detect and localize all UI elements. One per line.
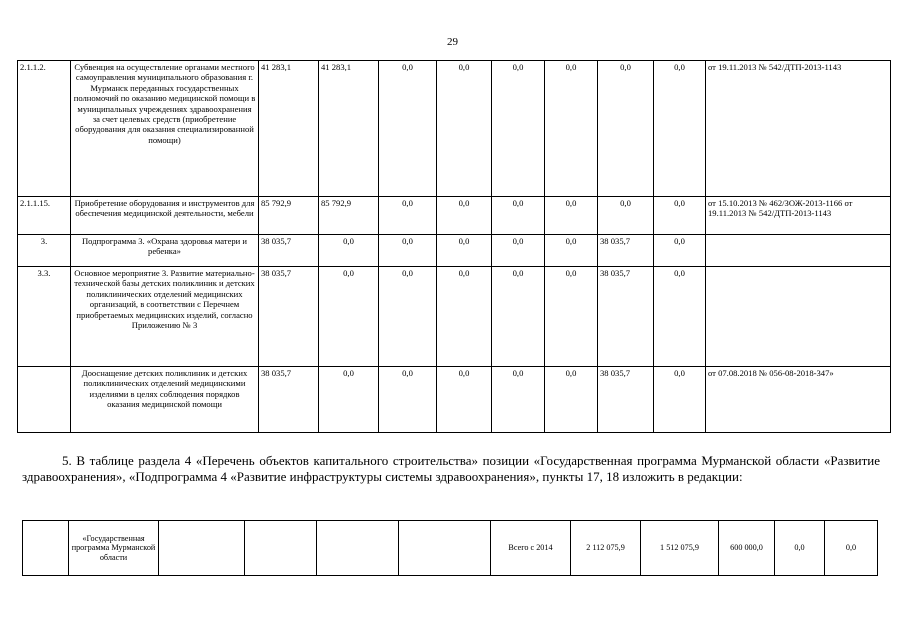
value-cell: 0,0 <box>545 367 598 433</box>
value-cell: 0,0 <box>598 61 654 197</box>
value-cell: 0,0 <box>379 61 437 197</box>
value-cell: 38 035,7 <box>598 267 654 367</box>
table-cell <box>23 521 69 576</box>
value-cell: 0,0 <box>654 197 706 235</box>
table-row <box>18 197 891 235</box>
value-cell: 38 035,7 <box>259 235 319 267</box>
value-cell: 0,0 <box>654 61 706 197</box>
funding-table <box>17 60 891 433</box>
row-number: 3.3. <box>18 267 71 367</box>
page-number: 29 <box>447 36 458 48</box>
value-cell: 0,0 <box>492 235 545 267</box>
row-number: 2.1.1.2. <box>18 61 71 197</box>
row-name: Приобретение оборудования и инструментов для обеспечения медицинской деятельности, мебели <box>71 197 259 235</box>
value-cell: 0,0 <box>545 267 598 367</box>
row-name: Субвенция на осуществление органами местного самоуправления муниципального образования г. Мурманск переданных государственных полномочий по оказанию медицинской помощи в муниципальных учреждениях здравоохранения за счет целевых средств (приобретение оборудования для оказания специализированной помощи) <box>71 61 259 197</box>
total-since-cell: Всего с 2014 <box>491 521 571 576</box>
table-cell <box>159 521 245 576</box>
value-cell: 0,0 <box>379 235 437 267</box>
paragraph-text: 5. В таблице раздела 4 «Перечень объектов капитального строительства» позиции «Государственная программа Мурманской области «Развитие здравоохранения», «Подпрограмма 4 «Развитие инфраструктуры системы здравоохранения», пункты 17, 18 изложить в редакции: <box>22 453 880 484</box>
value-cell: 0,0 <box>492 367 545 433</box>
value-cell: 0,0 <box>545 61 598 197</box>
value-cell: 1 512 075,9 <box>641 521 719 576</box>
table-row <box>18 235 891 267</box>
value-cell: 85 792,9 <box>259 197 319 235</box>
value-cell: 0,0 <box>437 61 492 197</box>
value-cell: 38 035,7 <box>598 235 654 267</box>
table-row <box>18 367 891 433</box>
table-row <box>23 521 878 576</box>
value-cell: 0,0 <box>319 235 379 267</box>
value-cell: 0,0 <box>437 235 492 267</box>
value-cell: 0,0 <box>825 521 878 576</box>
table-cell <box>245 521 317 576</box>
capital-objects-table <box>22 520 878 576</box>
value-cell: 0,0 <box>379 267 437 367</box>
value-cell: 0,0 <box>492 197 545 235</box>
value-cell: 38 035,7 <box>259 267 319 367</box>
table-row <box>18 61 891 197</box>
value-cell: 38 035,7 <box>598 367 654 433</box>
value-cell: 2 112 075,9 <box>571 521 641 576</box>
value-cell: 85 792,9 <box>319 197 379 235</box>
value-cell: 0,0 <box>545 197 598 235</box>
row-name: Дооснащение детских поликлиник и детских поликлинических отделений медицинскими изделиями в целях соблюдения порядков оказания медицинской помощи <box>71 367 259 433</box>
value-cell: 38 035,7 <box>259 367 319 433</box>
value-cell: 0,0 <box>492 61 545 197</box>
row-number: 3. <box>18 235 71 267</box>
value-cell: 0,0 <box>437 197 492 235</box>
document-ref <box>706 267 891 367</box>
value-cell: 0,0 <box>319 367 379 433</box>
value-cell: 0,0 <box>379 367 437 433</box>
row-number: 2.1.1.15. <box>18 197 71 235</box>
value-cell: 600 000,0 <box>719 521 775 576</box>
document-ref: от 07.08.2018 № 056-08-2018-347» <box>706 367 891 433</box>
value-cell: 0,0 <box>654 235 706 267</box>
table-cell <box>399 521 491 576</box>
value-cell: 0,0 <box>437 267 492 367</box>
value-cell: 0,0 <box>654 267 706 367</box>
value-cell: 0,0 <box>437 367 492 433</box>
row-name: Подпрограмма 3. «Охрана здоровья матери и ребенка» <box>71 235 259 267</box>
program-name-cell: «Государственная программа Мурманской области <box>69 521 159 576</box>
table-cell <box>317 521 399 576</box>
value-cell: 41 283,1 <box>259 61 319 197</box>
amendment-paragraph <box>22 453 880 485</box>
value-cell: 0,0 <box>319 267 379 367</box>
document-ref: от 19.11.2013 № 542/ДТП-2013-1143 <box>706 61 891 197</box>
value-cell: 41 283,1 <box>319 61 379 197</box>
value-cell: 0,0 <box>598 197 654 235</box>
document-ref: от 15.10.2013 № 462/ЗОЖ-2013-1166 от 19.11.2013 № 542/ДТП-2013-1143 <box>706 197 891 235</box>
row-name: Основное мероприятие 3. Развитие материально-технической базы детских поликлиник и детских поликлинических отделений медицинских организаций, в соответствии с Перечнем приобретаемых медицинских изделий, согласно Приложению № 3 <box>71 267 259 367</box>
document-ref <box>706 235 891 267</box>
row-number <box>18 367 71 433</box>
table-row <box>18 267 891 367</box>
value-cell: 0,0 <box>775 521 825 576</box>
value-cell: 0,0 <box>654 367 706 433</box>
value-cell: 0,0 <box>379 197 437 235</box>
value-cell: 0,0 <box>545 235 598 267</box>
value-cell: 0,0 <box>492 267 545 367</box>
